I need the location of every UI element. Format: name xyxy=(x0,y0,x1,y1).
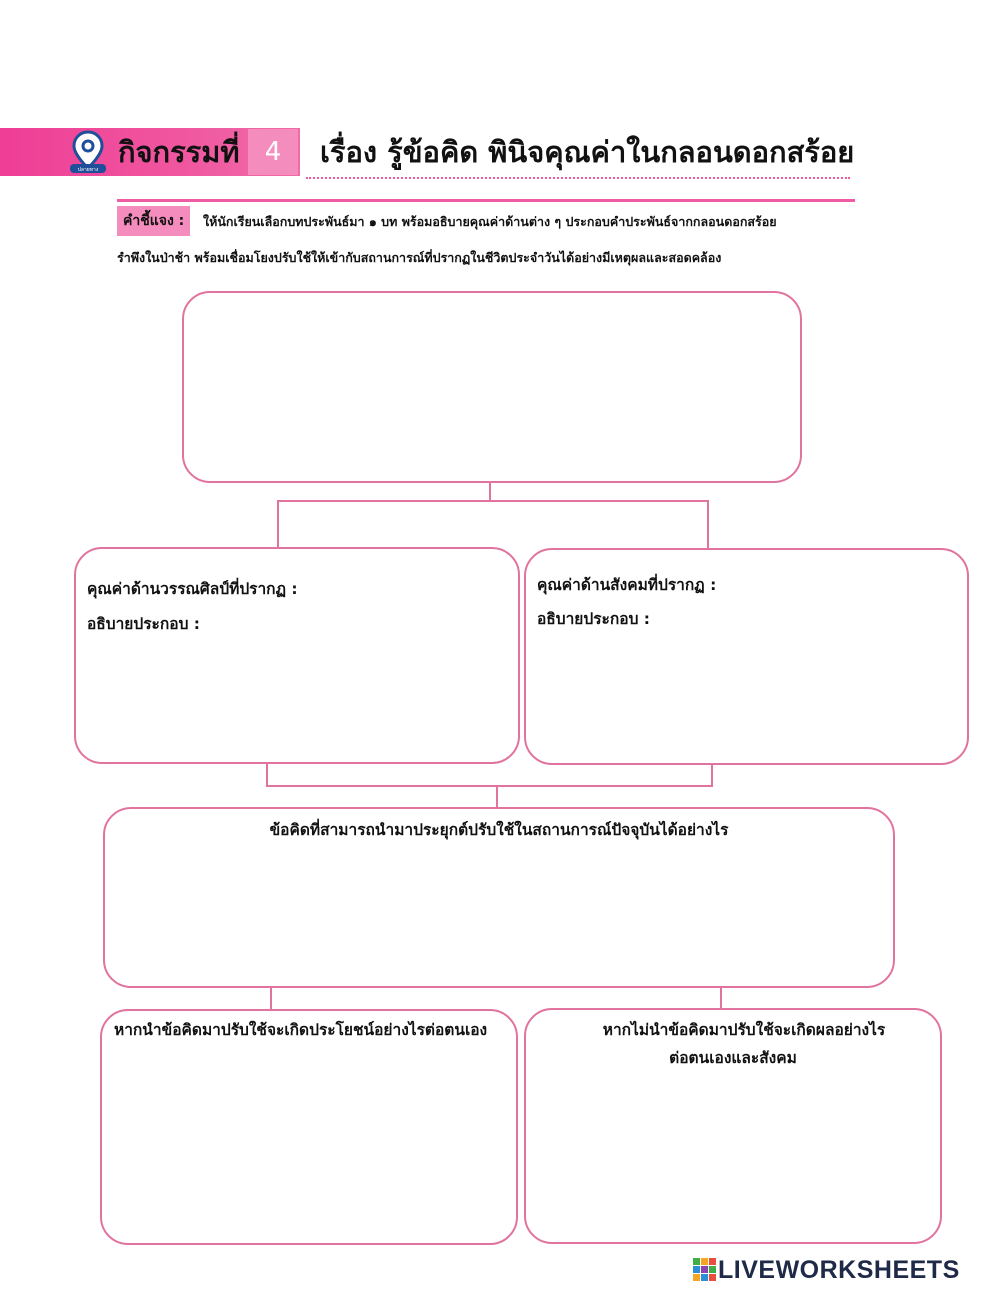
connector xyxy=(277,500,279,547)
benefit-box[interactable] xyxy=(100,1009,518,1245)
page-title: เรื่อง รู้ข้อคิด พินิจคุณค่าในกลอนดอกสร้อย xyxy=(320,135,855,169)
pin-caption: ปลายทาง xyxy=(77,167,99,173)
connector xyxy=(720,988,722,1008)
consequence-heading-line-1: หากไม่นำข้อคิดมาปรับใช้จะเกิดผลอย่างไร xyxy=(602,1021,886,1039)
instructions-line-2: รำพึงในป่าช้า พร้อมเชื่อมโยงปรับใช้ให้เข้ากับสถานการณ์ที่ปรากฏในชีวิตประจำวันได้อย่างมีเหตุผลและสอดคล้อง xyxy=(117,250,722,265)
application-heading: ข้อคิดที่สามารถนำมาประยุกต์ปรับใช้ในสถานการณ์ปัจจุบันได้อย่างไร xyxy=(269,821,729,839)
consequence-box[interactable] xyxy=(524,1008,942,1244)
consequence-heading-line-2: ต่อตนเองและสังคม xyxy=(669,1049,797,1067)
social-explain-label: อธิบายประกอบ : xyxy=(537,610,651,628)
connector xyxy=(277,500,709,502)
literary-explain-label: อธิบายประกอบ : xyxy=(87,615,201,633)
literary-value-heading: คุณค่าด้านวรรณศิลป์ที่ปรากฏ : xyxy=(87,580,298,598)
section-rule xyxy=(117,199,855,202)
connector xyxy=(496,785,498,807)
social-value-heading: คุณค่าด้านสังคมที่ปรากฏ : xyxy=(537,576,717,594)
connector xyxy=(266,764,268,786)
liveworksheets-logo-icon xyxy=(693,1258,717,1282)
poem-box[interactable] xyxy=(182,291,802,483)
activity-number: 4 xyxy=(248,129,298,175)
benefit-heading: หากนำข้อคิดมาปรับใช้จะเกิดประโยชน์อย่างไรต่อตนเอง xyxy=(114,1021,488,1039)
liveworksheets-logo-text: LIVEWORKSHEETS xyxy=(718,1256,960,1284)
connector xyxy=(707,500,709,548)
connector xyxy=(489,483,491,501)
connector xyxy=(270,988,272,1009)
location-pin-icon xyxy=(66,128,110,176)
instructions-line-1: ให้นักเรียนเลือกบทประพันธ์มา ๑ บท พร้อมอธิบายคุณค่าด้านต่าง ๆ ประกอบคำประพันธ์จากกลอนดอกสร้อย xyxy=(203,214,777,229)
activity-label: กิจกรรมที่ xyxy=(118,135,240,169)
instructions-label: คำชี้แจง : xyxy=(117,206,190,236)
connector xyxy=(266,785,713,787)
connector xyxy=(711,765,713,786)
title-underline xyxy=(306,177,850,179)
